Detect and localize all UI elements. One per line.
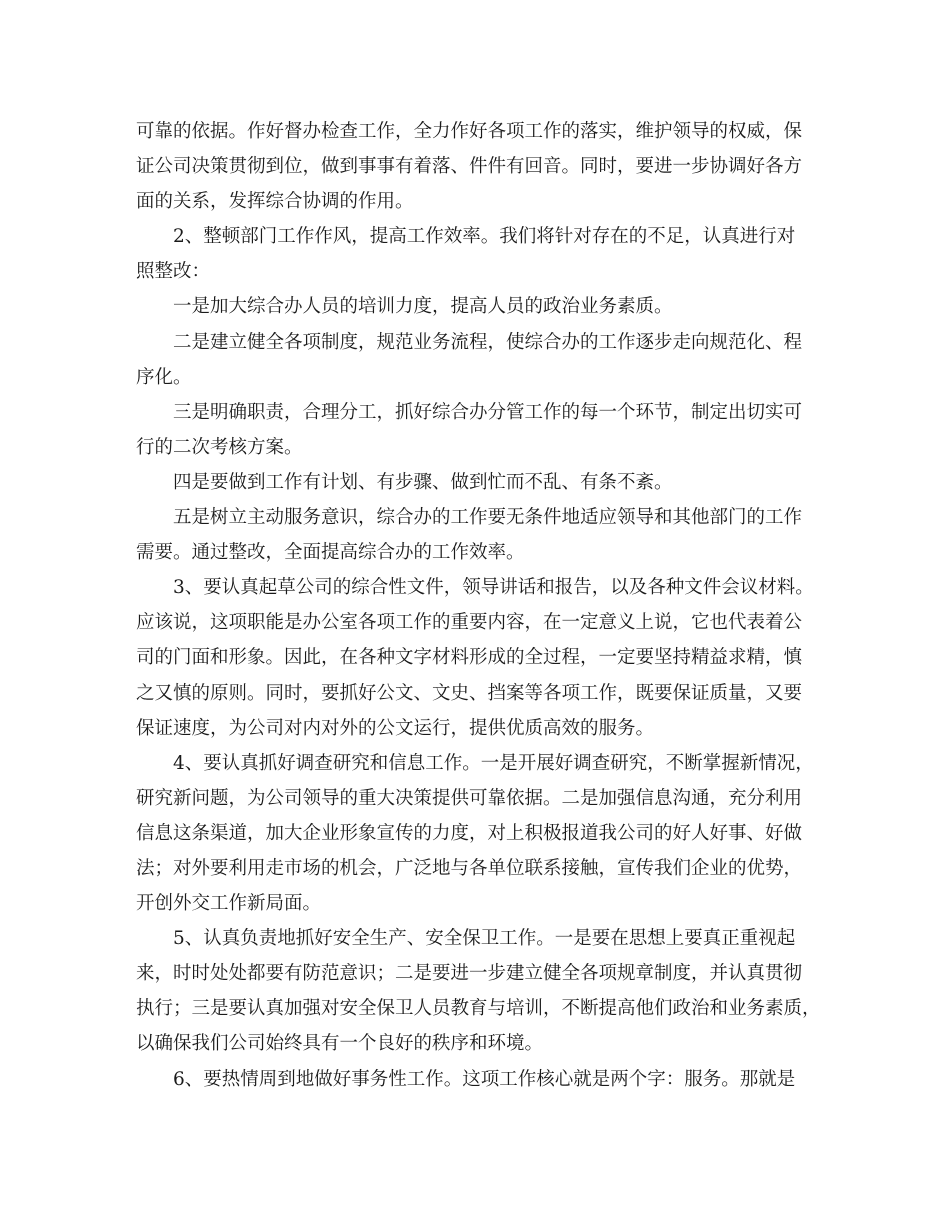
text-line: 以确保我们公司始终具有一个良好的秩序和环境。 bbox=[136, 1033, 544, 1055]
text-line: 一是加大综合办人员的培训力度，提高人员的政治业务素质。 bbox=[173, 296, 673, 318]
text-line: 6、要热情周到地做好事务性工作。这项工作核心就是两个字：服务。那就是 bbox=[173, 1068, 796, 1090]
document-body bbox=[136, 114, 826, 1097]
text-line: 5、认真负责地抓好安全生产、安全保卫工作。一是要在思想上要真正重视起 bbox=[173, 928, 796, 950]
text-line: 证公司决策贯彻到位，做到事事有着落、件件有回音。同时，要进一步协调好各方 bbox=[136, 156, 803, 178]
text-line: 行的二次考核方案。 bbox=[136, 436, 303, 458]
text-line: 研究新问题，为公司领导的重大决策提供可靠依据。二是加强信息沟通，充分利用 bbox=[136, 787, 803, 809]
text-line: 来，时时处处都要有防范意识；二是要进一步建立健全各项规章制度，并认真贯彻 bbox=[136, 963, 803, 985]
text-line: 五是树立主动服务意识，综合办的工作要无条件地适应领导和其他部门的工作 bbox=[173, 507, 803, 529]
text-line: 3、要认真起草公司的综合性文件，领导讲话和报告，以及各种文件会议材料。 bbox=[173, 577, 814, 599]
text-line: 保证速度，为公司对内对外的公文运行，提供优质高效的服务。 bbox=[136, 717, 655, 739]
text-line: 二是建立健全各项制度，规范业务流程，使综合办的工作逐步走向规范化、程 bbox=[173, 331, 803, 353]
text-line: 应该说，这项职能是办公室各项工作的重要内容，在一定意义上说，它也代表着公 bbox=[136, 612, 803, 634]
text-line: 四是要做到工作有计划、有步骤、做到忙而不乱、有条不紊。 bbox=[173, 471, 673, 493]
text-line: 信息这条渠道，加大企业形象宣传的力度，对上积极报道我公司的好人好事、好做 bbox=[136, 822, 803, 844]
text-line: 执行；三是要认真加强对安全保卫人员教育与培训，不断提高他们政治和业务素质， bbox=[136, 998, 821, 1020]
text-line: 2、整顿部门工作作风，提高工作效率。我们将针对存在的不足，认真进行对 bbox=[173, 226, 796, 248]
text-line: 可靠的依据。作好督办检查工作，全力作好各项工作的落实，维护领导的权威，保 bbox=[136, 121, 803, 142]
text-line: 三是明确职责，合理分工，抓好综合办分管工作的每一个环节，制定出切实可 bbox=[173, 401, 803, 423]
text-line: 需要。通过整改，全面提高综合办的工作效率。 bbox=[136, 542, 525, 564]
text-line: 开创外交工作新局面。 bbox=[136, 893, 322, 915]
text-line: 法；对外要利用走市场的机会，广泛地与各单位联系接触，宣传我们企业的优势， bbox=[136, 857, 803, 879]
text-line: 4、要认真抓好调查研究和信息工作。一是开展好调查研究，不断掌握新情况， bbox=[173, 752, 814, 774]
text-line: 面的关系，发挥综合协调的作用。 bbox=[136, 191, 414, 213]
text-line: 序化。 bbox=[136, 366, 192, 388]
text-line: 司的门面和形象。因此，在各种文字材料形成的全过程，一定要坚持精益求精，慎 bbox=[136, 647, 803, 669]
text-line: 之又慎的原则。同时，要抓好公文、文史、挡案等各项工作，既要保证质量，又要 bbox=[136, 682, 803, 704]
text-line: 照整改： bbox=[136, 261, 211, 283]
